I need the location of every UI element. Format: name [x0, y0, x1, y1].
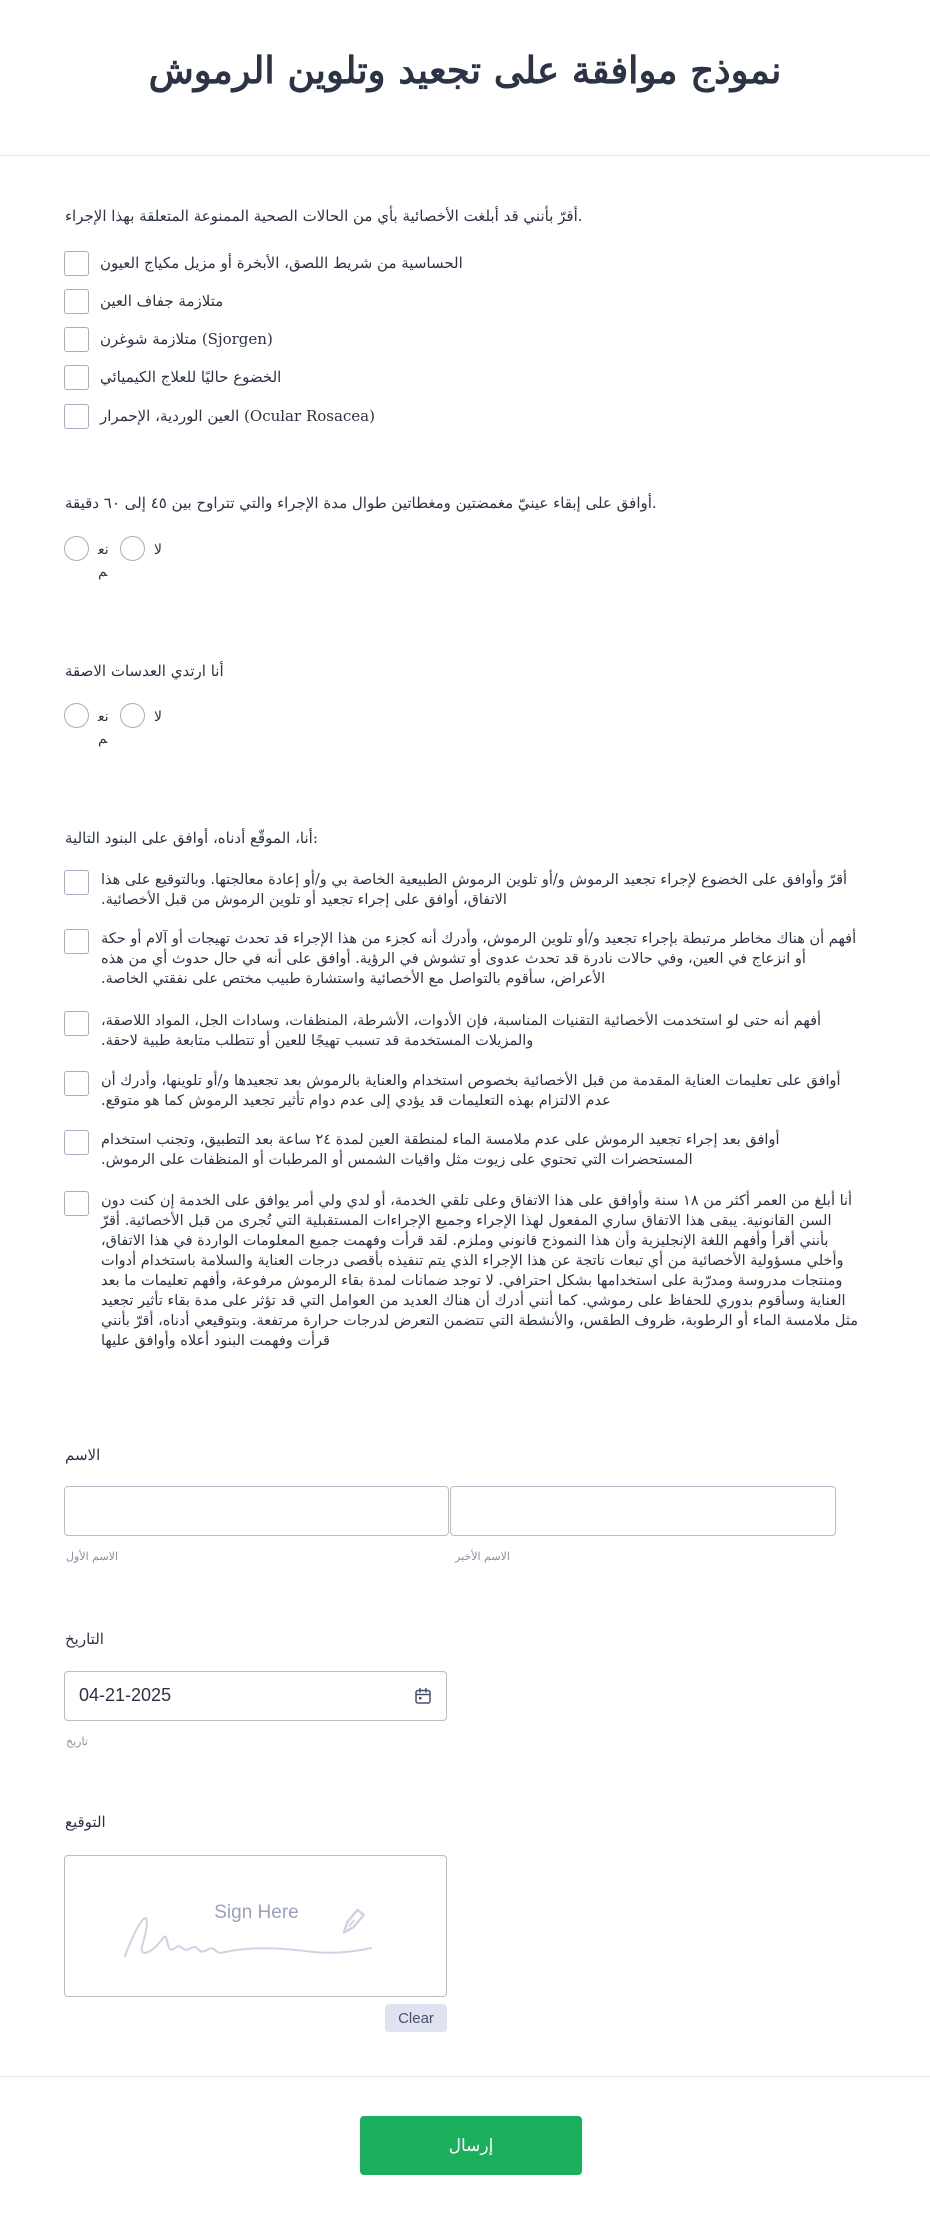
option-label: متلازمة جفاف العين — [100, 292, 224, 310]
option-label: الخضوع حاليًا للعلاج الكيميائي — [100, 368, 282, 386]
term-text: أفهم أن هناك مخاطر مرتبطة بإجراء تجعيد و/أو تلوين الرموش، وأدرك أنه كجزء من هذا الإجراء قد تحدث تهيجات أو آلام أو حكة أو انزعاج في العين، وفي حالات نادرة قد تحدث عدوى أو تشوش في الرؤية. أوافق على أنه في حال حدوث أي من هذه الأعراض، سأقوم بالتواصل مع الأخصائية واستشارة طبيب مختص على نفقتي الخاصة. — [101, 931, 857, 987]
submit-button[interactable]: إرسال — [360, 2116, 582, 2175]
first-name-input[interactable] — [64, 1486, 449, 1536]
term-item-2[interactable] — [64, 929, 864, 989]
eyes-closed-label: أوافق على إبقاء عينيّ مغمضتين ومغطاتين طوال مدة الإجراء والتي تتراوح بين ٤٥ إلى ٦٠ دقيقة. — [65, 494, 657, 512]
term-item-4[interactable] — [64, 1071, 864, 1111]
name-label: الاسم — [65, 1446, 101, 1464]
condition-option-3[interactable] — [64, 326, 273, 352]
term-item-3[interactable] — [64, 1011, 864, 1051]
terms-label: أنا، الموقّع أدناه، أوافق على البنود التالية: — [65, 829, 318, 847]
radio-button[interactable] — [120, 536, 145, 561]
checkbox[interactable] — [64, 1071, 89, 1096]
radio-option-yes[interactable] — [64, 703, 113, 750]
signature-placeholder-text: Sign Here — [214, 1902, 299, 1923]
checkbox[interactable] — [64, 1191, 89, 1216]
radio-option-no[interactable] — [120, 536, 169, 583]
condition-option-2[interactable] — [64, 288, 223, 314]
checkbox[interactable] — [64, 870, 89, 895]
date-input[interactable] — [64, 1671, 447, 1721]
term-text: أقرّ وأوافق على الخضوع لإجراء تجعيد الرموش و/أو تلوين الرموش الطبيعية الخاصة بي و/أو إعادة معالجتها. وبالتوقيع على هذا الاتفاق، أوافق على إجراء تجعيد أو تلوين الرموش من قبل الأخصائية. — [101, 872, 848, 908]
radio-label: لا — [154, 709, 162, 725]
form-footer — [0, 2076, 930, 2224]
date-sublabel: تاريخ — [66, 1735, 88, 1748]
date-value: 04-21-2025 — [79, 1685, 172, 1705]
checkbox[interactable] — [64, 929, 89, 954]
term-item-6[interactable] — [64, 1191, 864, 1351]
term-text: أوافق على تعليمات العناية المقدمة من قبل الأخصائية بخصوص استخدام والعناية بالرموش بعد تجعيدها و/أو تلوينها، وأدرك أن عدم الالتزام بهذه التعليمات قد يؤدي إلى عدم دوام تأثير تجعيد الرموش كما هو متوقع. — [101, 1073, 841, 1109]
term-item-5[interactable] — [64, 1130, 864, 1170]
condition-option-1[interactable] — [64, 250, 463, 276]
calendar-icon[interactable] — [414, 1687, 432, 1705]
option-label: متلازمة شوغرن (Sjorgen) — [100, 330, 273, 348]
radio-label: نعم — [98, 709, 109, 747]
signature-label: التوقيع — [65, 1813, 106, 1831]
option-label: الحساسية من شريط اللصق، الأبخرة أو مزيل مكياج العيون — [100, 254, 463, 272]
term-text: أفهم أنه حتى لو استخدمت الأخصائية التقنيات المناسبة، فإن الأدوات، الأشرطة، المنظفات، وسادات الجل، المواد اللاصقة، والمزيلات المستخدمة قد تسبب تهيجًا للعين أو تتطلب متابعة طبية لاحقة. — [101, 1013, 822, 1049]
last-name-sublabel: الاسم الأخير — [455, 1550, 510, 1563]
clear-signature-button[interactable]: Clear — [385, 2004, 447, 2032]
first-name-sublabel: الاسم الأول — [66, 1550, 118, 1563]
radio-button[interactable] — [64, 536, 89, 561]
radio-option-no[interactable] — [120, 703, 169, 750]
date-label: التاريخ — [65, 1630, 104, 1648]
radio-button[interactable] — [64, 703, 89, 728]
condition-option-5[interactable] — [64, 403, 375, 429]
option-label: العين الوردية، الإحمرار (Ocular Rosacea) — [100, 407, 375, 425]
radio-label: لا — [154, 542, 162, 558]
checkbox[interactable] — [64, 365, 89, 390]
term-text: أوافق بعد إجراء تجعيد الرموش على عدم ملامسة الماء لمنطقة العين لمدة ٢٤ ساعة بعد التطبيق، وتجنب استخدام المستحضرات التي تحتوي على زيوت مثل واقيات الشمس أو المرطبات أو المنظفات على الرموش. — [101, 1132, 780, 1168]
condition-option-4[interactable] — [64, 364, 281, 390]
checkbox[interactable] — [64, 404, 89, 429]
signature-pad[interactable] — [64, 1855, 447, 1997]
checkbox[interactable] — [64, 251, 89, 276]
checkbox[interactable] — [64, 289, 89, 314]
checkbox[interactable] — [64, 1011, 89, 1036]
health-conditions-label: أقرّ بأنني قد أبلغت الأخصائية بأي من الحالات الصحية الممنوعة المتعلقة بهذا الإجراء. — [65, 207, 583, 225]
eyes-closed-radio-group — [64, 536, 169, 583]
checkbox[interactable] — [64, 1130, 89, 1155]
radio-label: نعم — [98, 542, 109, 580]
last-name-input[interactable] — [450, 1486, 836, 1536]
form-header — [0, 0, 930, 156]
term-item-1[interactable] — [64, 870, 864, 910]
checkbox[interactable] — [64, 327, 89, 352]
form-title: نموذج موافقة على تجعيد وتلوين الرموش — [148, 48, 782, 92]
term-text: أنا أبلغ من العمر أكثر من ١٨ سنة وأوافق على هذا الاتفاق وعلى تلقي الخدمة، أو لدي ولي أمر يوافق على الخدمة إن كنت دون السن القانونية. يبقى هذا الاتفاق ساري المفعول لهذا الإجراء وجميع الإجراءات المستقبلية التي تُجرى من قبل الأخصائية. أقرّ بأنني أقرأ وأفهم اللغة الإنجليزية وأن هذا النموذج قانوني وملزم. لقد قرأت وفهمت جميع المعلومات الواردة في هذا الاتفاق، وأخلي مسؤولية الأخصائية من أي تبعات ناتجة عن هذا الإجراء الذي يتم تنفيذه بأقصى درجات العناية والسلامة باستخدام أدوات ومنتجات مدروسة ومدرّبة على استخدامها بشكل احترافي. لا توجد ضمانات لمدة بقاء الرموش مرفوعة، وأفهم تعليمات ما بعد العناية وسأقوم بدوري للحفاظ على رموشي. كما أنني أدرك أن هناك العديد من العوامل التي قد تؤثر على مدة بقاء تأثير تجعيد مثل ملامسة الماء أو الرطوبة، ظروف الطقس، والأنشطة التي تتضمن التعرض لدرجات حرارة مرتفعة. وبتوقيعي أدناه، أقرّ بأنني قرأت وفهمت البنود أعلاه وأوافق عليها — [101, 1193, 859, 1349]
contact-lenses-label: أنا ارتدي العدسات الاصقة — [65, 662, 224, 680]
contact-lenses-radio-group — [64, 703, 169, 750]
radio-button[interactable] — [120, 703, 145, 728]
radio-option-yes[interactable] — [64, 536, 113, 583]
